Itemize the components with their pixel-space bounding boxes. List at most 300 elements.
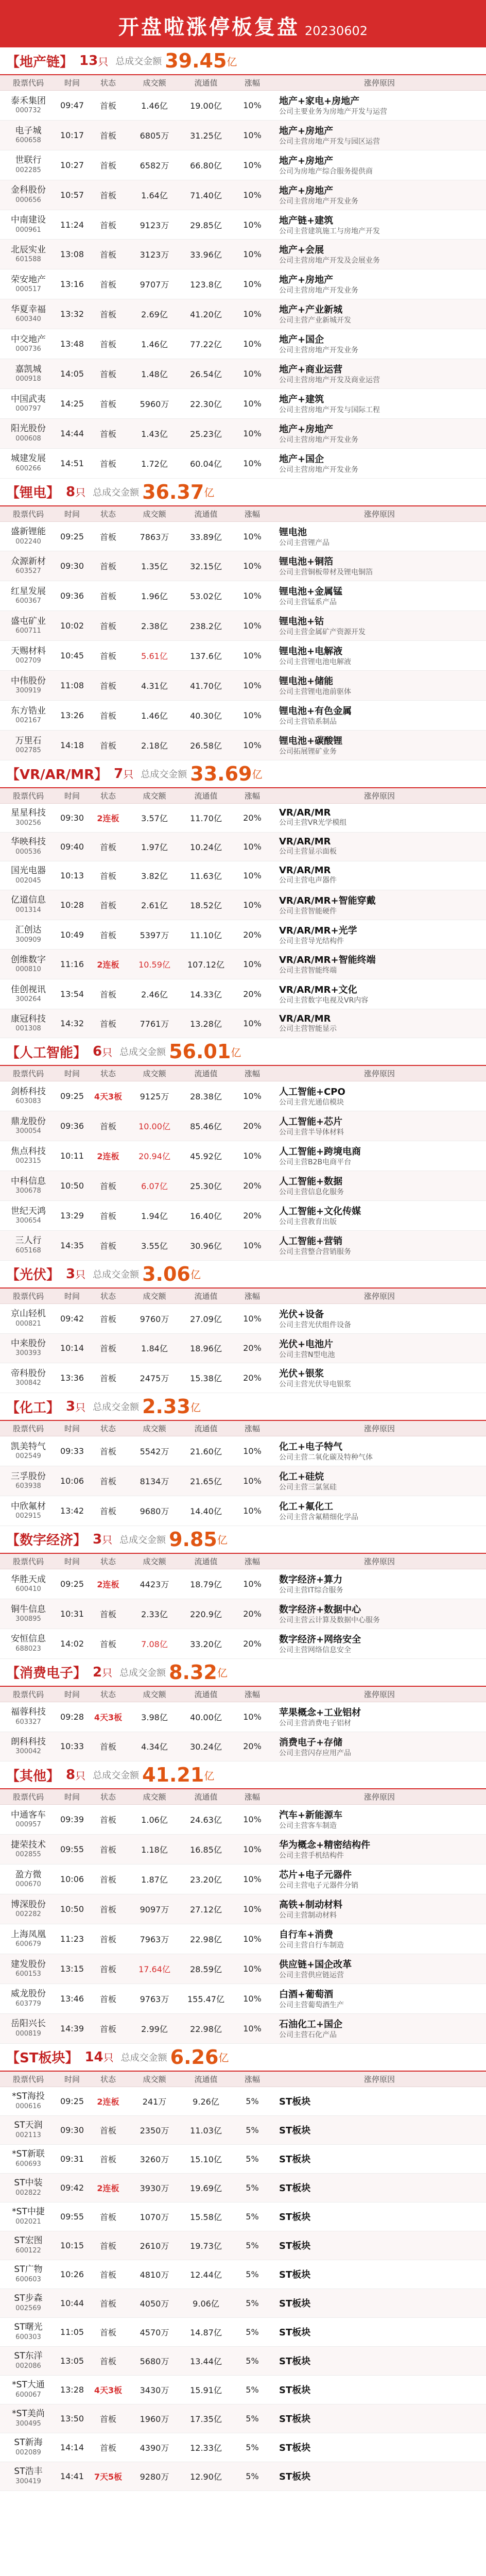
turnover-amount: 2.99亿	[141, 2024, 168, 2034]
table-row[interactable]	[0, 2116, 486, 2145]
stock-cell	[0, 1363, 57, 1393]
float-cap: 31.25亿	[190, 130, 222, 141]
table-row[interactable]	[0, 1201, 486, 1231]
stock-name[interactable]: ST步森	[14, 2293, 43, 2304]
limit-time: 09:25	[60, 1091, 84, 1101]
stock-name[interactable]: ST广物	[14, 2264, 43, 2275]
table-row[interactable]	[0, 2433, 486, 2462]
table-row[interactable]	[0, 2087, 486, 2116]
stock-cell	[0, 329, 57, 359]
float-cap: 30.24亿	[190, 1742, 222, 1752]
table-row[interactable]	[0, 1924, 486, 1954]
table-row[interactable]	[0, 1984, 486, 2014]
column-header: 股票代码	[12, 1424, 44, 1434]
turnover-amount: 4390万	[140, 2443, 169, 2453]
turnover-amount: 1.84亿	[141, 1344, 168, 1354]
pct-change: 10%	[243, 339, 262, 349]
stock-cell	[0, 2433, 57, 2462]
turnover-amount: 1.06亿	[141, 1815, 168, 1825]
limit-time: 10:27	[60, 160, 84, 170]
stock-name[interactable]: 剑桥科技	[11, 1086, 46, 1097]
reason-description: 公司主营房地产开发与园区运营	[279, 137, 380, 146]
reason-concept: VR/AR/MR	[279, 807, 331, 819]
limit-time: 13:26	[60, 710, 84, 720]
stock-name[interactable]: 星星科技	[11, 808, 46, 819]
pct-change: 20%	[243, 989, 262, 999]
column-header: 涨停原因	[363, 1424, 395, 1434]
table-row[interactable]	[0, 1702, 486, 1732]
stock-name[interactable]: ST中装	[14, 2178, 43, 2189]
reason-concept: 化工+电子特气	[279, 1442, 343, 1453]
limit-status: 2连板	[97, 813, 119, 823]
pct-change: 10%	[243, 959, 262, 970]
float-cap: 21.60亿	[190, 1447, 222, 1457]
stock-table	[0, 1081, 486, 1260]
table-row[interactable]	[0, 522, 486, 552]
sector-amount-label: 总成交金额	[119, 1047, 166, 1058]
table-row[interactable]	[0, 581, 486, 611]
table-row[interactable]	[0, 1009, 486, 1038]
sector-count-unit: 只	[123, 768, 134, 781]
float-cap: 40.00亿	[190, 1712, 222, 1722]
stock-cell	[0, 1304, 57, 1333]
pct-change: 10%	[243, 1150, 262, 1161]
stock-name[interactable]: 北辰实业	[11, 245, 46, 256]
stock-table	[0, 91, 486, 479]
pct-change: 20%	[243, 1210, 262, 1221]
table-row[interactable]	[0, 2145, 486, 2174]
limit-time: 09:30	[60, 561, 84, 571]
column-header: 状态	[100, 1291, 116, 1301]
stock-name[interactable]: *ST美尚	[12, 2409, 45, 2419]
reason-concept: 地产+建筑	[279, 394, 324, 405]
limit-reason	[273, 701, 486, 730]
reason-concept: 人工智能+营销	[279, 1235, 343, 1247]
reason-concept: 光伏+设备	[279, 1309, 324, 1320]
stock-name[interactable]: 三孚股份	[11, 1471, 46, 1482]
limit-reason	[273, 2318, 486, 2346]
sector-section	[0, 1526, 486, 1659]
column-header: 涨幅	[244, 1424, 260, 1434]
stock-name[interactable]: 阳光股份	[11, 423, 46, 434]
stock-name[interactable]: 中国武夷	[11, 394, 46, 404]
table-row[interactable]	[0, 91, 486, 121]
reason-description: 公司主营房地产开发与国际工程	[279, 405, 380, 414]
stock-name[interactable]: 上海凤凰	[11, 1929, 46, 1940]
reason-concept: 地产+房地产	[279, 125, 334, 137]
turnover-amount: 3.55亿	[141, 1241, 168, 1251]
table-row[interactable]	[0, 833, 486, 861]
table-row[interactable]	[0, 1894, 486, 1924]
float-cap: 11.03亿	[190, 2125, 222, 2136]
table-row[interactable]	[0, 121, 486, 150]
stock-name[interactable]: 京山轻机	[11, 1309, 46, 1319]
table-row[interactable]	[0, 731, 486, 760]
table-row[interactable]	[0, 389, 486, 419]
stock-cell	[0, 920, 57, 950]
stock-name[interactable]: 金科股份	[11, 185, 46, 196]
limit-status: 首板	[99, 1742, 116, 1752]
stock-table	[0, 1304, 486, 1394]
pct-change: 10%	[243, 561, 262, 571]
reason-concept: ST板块	[279, 2096, 311, 2108]
sector-amount-label: 总成交金额	[93, 1770, 140, 1782]
reason-description: 公司主要业务为房地产开发与运营	[279, 108, 387, 116]
sector-name: 【其他】	[6, 1768, 60, 1784]
stock-code: 605168	[15, 1246, 41, 1255]
stock-name[interactable]: 东方锆业	[11, 705, 46, 716]
stock-code: 000918	[15, 375, 41, 383]
reason-concept: 锂电池+金属锰	[279, 586, 343, 598]
limit-time: 10:26	[60, 2269, 84, 2279]
stock-cell	[0, 91, 57, 120]
stock-name[interactable]: 三人行	[15, 1235, 42, 1246]
stock-name[interactable]: 国光电器	[11, 866, 46, 876]
reason-concept: 光伏+银浆	[279, 1368, 324, 1380]
reason-concept: ST板块	[279, 2356, 311, 2367]
float-cap: 41.20亿	[190, 310, 222, 320]
table-row[interactable]	[0, 2231, 486, 2260]
stock-name[interactable]: 盛新锂能	[11, 527, 46, 537]
stock-name[interactable]: 岳阳兴长	[11, 2019, 46, 2029]
limit-time: 13:42	[60, 1506, 84, 1516]
stock-name[interactable]: 汇创达	[15, 925, 42, 936]
reason-description: 公司主营二氧化碳及特种气体	[279, 1453, 373, 1462]
stock-name[interactable]: 中南建设	[11, 215, 46, 226]
sector-header	[0, 1038, 486, 1066]
limit-time: 14:44	[60, 428, 84, 438]
table-row[interactable]	[0, 671, 486, 701]
stock-code: 002086	[15, 2362, 41, 2370]
stock-code: 300419	[15, 2477, 41, 2485]
stock-name[interactable]: 城建发展	[11, 453, 46, 464]
stock-name[interactable]: 中通客车	[11, 1810, 46, 1821]
table-row[interactable]	[0, 2174, 486, 2202]
stock-name[interactable]: *ST新联	[12, 2149, 45, 2160]
table-row[interactable]	[0, 2404, 486, 2433]
table-row[interactable]	[0, 804, 486, 833]
table-row[interactable]	[0, 299, 486, 329]
column-header: 状态	[100, 1792, 116, 1802]
stock-name[interactable]: 铜牛信息	[11, 1604, 46, 1615]
stock-name[interactable]: 盛屯矿业	[11, 616, 46, 626]
limit-reason	[273, 2376, 486, 2404]
stock-name[interactable]: 万里石	[15, 735, 42, 746]
table-row[interactable]	[0, 1865, 486, 1894]
reason-description: 公司主营锂电池电解液	[279, 658, 351, 667]
column-header: 涨停原因	[363, 791, 395, 801]
pct-change: 10%	[243, 870, 262, 880]
table-row[interactable]	[0, 1466, 486, 1496]
table-row[interactable]	[0, 240, 486, 269]
reason-description: 公司主营锆系制品	[279, 717, 337, 726]
pct-change: 20%	[243, 812, 262, 823]
limit-status: 首板	[99, 1875, 116, 1885]
sector-amount-unit: 亿	[217, 1534, 228, 1547]
sector-amount-label: 总成交金额	[93, 1269, 140, 1280]
reason-concept: 化工+硅烷	[279, 1471, 324, 1483]
table-row[interactable]	[0, 2289, 486, 2318]
limit-status: 首板	[99, 1344, 116, 1354]
stock-name[interactable]: 亿道信息	[11, 895, 46, 906]
limit-status: 首板	[99, 2298, 116, 2309]
float-cap: 13.44亿	[190, 2356, 222, 2366]
column-header: 股票代码	[12, 1689, 44, 1699]
reason-concept: 锂电池+有色金属	[279, 705, 352, 717]
column-header: 成交额	[143, 78, 166, 88]
stock-name[interactable]: 捷荣技术	[11, 1839, 46, 1850]
stock-name[interactable]: *ST海投	[12, 2091, 45, 2102]
table-row[interactable]	[0, 1334, 486, 1364]
table-row[interactable]	[0, 1436, 486, 1466]
reason-description: 公司主营智能终端	[279, 967, 337, 975]
pct-change: 10%	[243, 1091, 262, 1101]
limit-reason	[273, 950, 486, 979]
limit-status: 首板	[99, 369, 116, 379]
table-row[interactable]	[0, 1304, 486, 1334]
column-header: 流通值	[194, 791, 218, 801]
turnover-amount: 10.00亿	[138, 1122, 170, 1132]
table-row[interactable]	[0, 2462, 486, 2491]
table-row[interactable]	[0, 419, 486, 449]
limit-status: 首板	[99, 2024, 116, 2034]
table-row[interactable]	[0, 1835, 486, 1865]
table-row[interactable]	[0, 1081, 486, 1111]
column-header: 股票代码	[12, 1291, 44, 1301]
table-row[interactable]	[0, 551, 486, 581]
stock-name[interactable]: 康冠科技	[11, 1014, 46, 1025]
limit-status: 2连板	[97, 2096, 119, 2107]
column-header: 状态	[100, 791, 116, 801]
table-row[interactable]	[0, 329, 486, 359]
sector-count-unit: 只	[75, 1401, 86, 1414]
column-header: 股票代码	[12, 2074, 44, 2084]
column-header: 成交额	[143, 1689, 166, 1699]
sector-count-unit: 只	[102, 1667, 113, 1680]
float-cap: 16.40亿	[190, 1211, 222, 1221]
reason-concept: 地产+会展	[279, 245, 324, 256]
pct-change: 10%	[243, 458, 262, 468]
table-row[interactable]	[0, 1732, 486, 1762]
stock-name[interactable]: 世纪天鸿	[11, 1206, 46, 1216]
reason-concept: ST板块	[279, 2241, 311, 2252]
reason-description: 公司主营电声器件	[279, 876, 337, 885]
float-cap: 22.98亿	[190, 1934, 222, 1944]
pct-change: 20%	[243, 929, 262, 940]
stock-name[interactable]: 佳创视讯	[11, 985, 46, 995]
table-row[interactable]	[0, 2014, 486, 2044]
table-row[interactable]	[0, 2347, 486, 2376]
table-row[interactable]	[0, 1496, 486, 1526]
table-row[interactable]	[0, 1954, 486, 1984]
reason-concept: 汽车+新能源车	[279, 1810, 343, 1821]
limit-reason	[273, 2260, 486, 2289]
table-row[interactable]	[0, 641, 486, 671]
stock-name[interactable]: *ST中捷	[12, 2207, 45, 2217]
limit-reason	[273, 731, 486, 760]
table-row[interactable]	[0, 2202, 486, 2231]
limit-time: 09:55	[60, 1844, 84, 1855]
stock-name[interactable]: 威龙股份	[11, 1989, 46, 1999]
stock-name[interactable]: ST宏图	[14, 2235, 43, 2246]
table-row[interactable]	[0, 1141, 486, 1171]
turnover-amount: 6805万	[140, 130, 169, 141]
stock-name[interactable]: 天赐材料	[11, 646, 46, 656]
stock-name[interactable]: 华映科技	[11, 837, 46, 848]
stock-name[interactable]: 中科信息	[11, 1176, 46, 1187]
table-row[interactable]	[0, 1363, 486, 1393]
float-cap: 85.46亿	[190, 1122, 222, 1132]
table-row[interactable]	[0, 1231, 486, 1261]
float-cap: 45.92亿	[190, 1151, 222, 1161]
reason-description: 公司主营含氟精细化学品	[279, 1513, 358, 1522]
stock-name[interactable]: 泰禾集团	[11, 95, 46, 106]
table-row[interactable]	[0, 1599, 486, 1629]
table-row[interactable]	[0, 1629, 486, 1659]
reason-concept: 锂电池+铜箔	[279, 556, 334, 568]
sector-name: 【化工】	[6, 1400, 60, 1416]
stock-name[interactable]: 华胜天成	[11, 1574, 46, 1585]
table-row[interactable]	[0, 210, 486, 240]
limit-reason	[273, 890, 486, 920]
column-header: 时间	[64, 1424, 80, 1434]
limit-time: 13:15	[60, 1963, 84, 1974]
limit-status: 首板	[99, 532, 116, 542]
limit-status: 2连板	[97, 1579, 119, 1589]
stock-cell	[0, 121, 57, 150]
table-row[interactable]	[0, 180, 486, 210]
limit-status: 首板	[99, 1964, 116, 1974]
stock-name[interactable]: ST天润	[14, 2120, 43, 2131]
turnover-amount: 2.69亿	[141, 310, 168, 320]
stock-code: 000517	[15, 285, 41, 294]
sector-name: 【锂电】	[6, 485, 60, 501]
stock-name[interactable]: 创维数字	[11, 955, 46, 965]
stock-table	[0, 804, 486, 1039]
table-row[interactable]	[0, 861, 486, 890]
limit-reason	[273, 804, 486, 832]
float-cap: 18.96亿	[190, 1344, 222, 1354]
float-cap: 15.91亿	[190, 2385, 222, 2395]
table-row[interactable]	[0, 979, 486, 1009]
stock-name[interactable]: 博深股份	[11, 1899, 46, 1910]
stock-name[interactable]: 朗科科技	[11, 1737, 46, 1748]
stock-name[interactable]: ST东洋	[14, 2351, 43, 2362]
table-row[interactable]	[0, 890, 486, 920]
stock-code: 600679	[15, 1940, 41, 1948]
table-row[interactable]	[0, 1171, 486, 1201]
limit-status: 首板	[99, 220, 116, 230]
column-header: 时间	[64, 2074, 80, 2084]
pct-change: 10%	[243, 219, 262, 230]
stock-name[interactable]: 嘉凯城	[15, 364, 42, 375]
sector-count: 6	[93, 1044, 102, 1060]
column-header: 状态	[100, 2074, 116, 2084]
stock-name[interactable]: 荣安地产	[11, 275, 46, 285]
turnover-amount: 3260万	[140, 2154, 169, 2164]
limit-time: 14:02	[60, 1638, 84, 1649]
stock-name[interactable]: 众源新材	[11, 556, 46, 567]
stock-name[interactable]: 凯美特气	[11, 1441, 46, 1452]
table-row[interactable]	[0, 269, 486, 299]
pct-change: 10%	[243, 1240, 262, 1250]
stock-cell	[0, 2202, 57, 2231]
table-row[interactable]	[0, 920, 486, 950]
sector-section	[0, 1261, 486, 1394]
limit-reason	[273, 1009, 486, 1038]
stock-name[interactable]: ST新海	[14, 2437, 43, 2448]
stock-code: 000616	[15, 2102, 41, 2110]
stock-name[interactable]: 世联行	[15, 155, 42, 166]
sector-header	[0, 2044, 486, 2072]
stock-code: 300495	[15, 2419, 41, 2428]
sector-header	[0, 1261, 486, 1289]
stock-name[interactable]: *ST大通	[12, 2380, 45, 2391]
column-header: 股票代码	[12, 1792, 44, 1802]
pct-change: 10%	[243, 249, 262, 260]
table-row[interactable]	[0, 150, 486, 180]
stock-name[interactable]: 建发股份	[11, 1959, 46, 1970]
stock-name[interactable]: 中来股份	[11, 1338, 46, 1349]
reason-concept: 锂电池+电解液	[279, 646, 343, 657]
stock-name[interactable]: 鼎龙股份	[11, 1116, 46, 1127]
stock-name[interactable]: 盈方微	[15, 1869, 42, 1880]
stock-name[interactable]: 红星发展	[11, 586, 46, 597]
sector-count: 3	[66, 1266, 76, 1282]
pct-change: 10%	[243, 1506, 262, 1516]
stock-name[interactable]: 中交地产	[11, 334, 46, 345]
table-row[interactable]	[0, 611, 486, 641]
stock-name[interactable]: 中欣氟材	[11, 1501, 46, 1512]
stock-name[interactable]: 安恒信息	[11, 1634, 46, 1645]
stock-code: 600693	[15, 2160, 41, 2168]
table-row[interactable]	[0, 1805, 486, 1835]
sector-amount-label: 总成交金额	[119, 1667, 166, 1679]
limit-time: 10:50	[60, 1180, 84, 1191]
stock-cell	[0, 299, 57, 329]
column-header: 涨幅	[244, 2074, 260, 2084]
table-row[interactable]	[0, 2318, 486, 2347]
table-row[interactable]	[0, 701, 486, 731]
table-row[interactable]	[0, 1569, 486, 1599]
pct-change: 10%	[243, 531, 262, 541]
stock-name[interactable]: ST曙光	[14, 2322, 43, 2333]
stock-name[interactable]: 华夏幸福	[11, 304, 46, 315]
table-row[interactable]	[0, 449, 486, 479]
stock-name[interactable]: ST浩丰	[14, 2466, 43, 2477]
stock-name[interactable]: 电子城	[15, 125, 42, 136]
stock-name[interactable]: 中伟股份	[11, 675, 46, 686]
float-cap: 24.63亿	[190, 1815, 222, 1825]
table-row[interactable]	[0, 2376, 486, 2404]
stock-cell	[0, 1954, 57, 1984]
turnover-amount: 6582万	[140, 160, 169, 171]
reason-description: 公司主营三氯氢硅	[279, 1483, 337, 1492]
stock-cell	[0, 1629, 57, 1658]
stock-name[interactable]: 帝科股份	[11, 1368, 46, 1379]
table-row[interactable]	[0, 2260, 486, 2289]
limit-reason	[273, 2202, 486, 2231]
turnover-amount: 1.96亿	[141, 591, 168, 602]
stock-name[interactable]: 福蓉科技	[11, 1707, 46, 1718]
stock-name[interactable]: 焦点科技	[11, 1146, 46, 1157]
reason-description: 公司主营产业新城开发	[279, 316, 351, 325]
stock-code: 300909	[15, 936, 41, 944]
table-row[interactable]	[0, 950, 486, 979]
limit-time: 10:17	[60, 130, 84, 140]
table-row[interactable]	[0, 359, 486, 389]
table-row[interactable]	[0, 1111, 486, 1141]
